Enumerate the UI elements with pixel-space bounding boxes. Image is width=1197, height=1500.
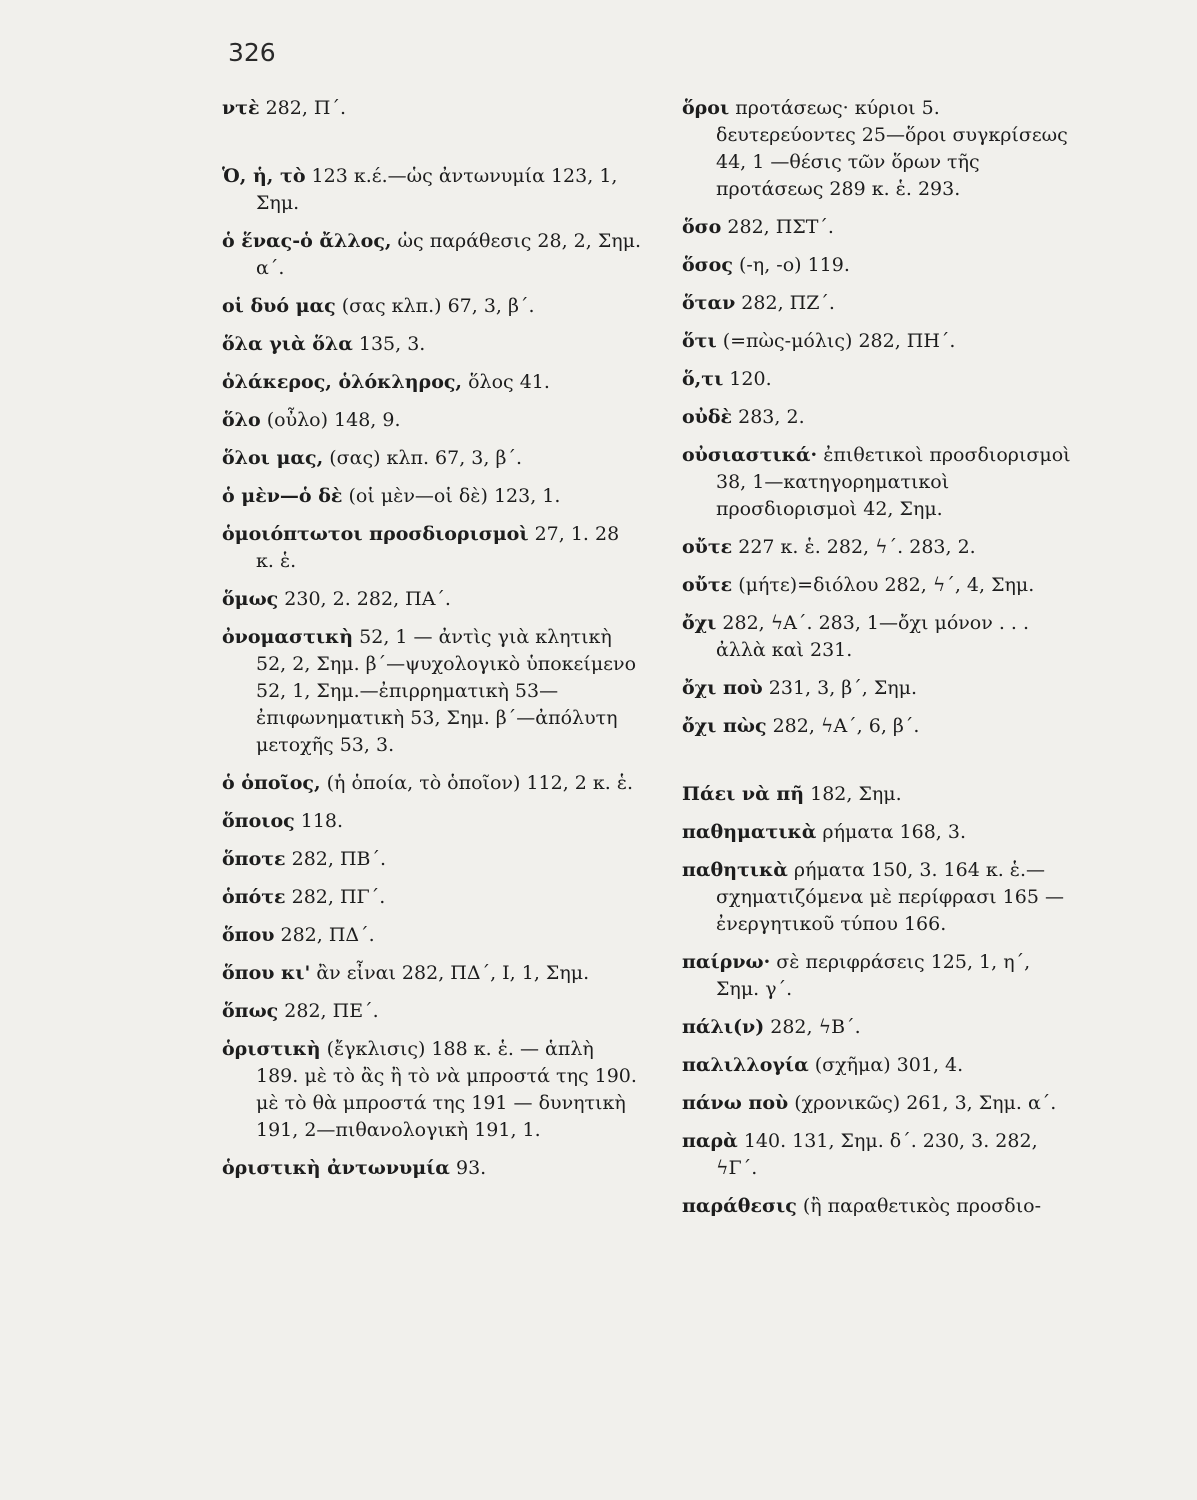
index-headword: παθηματικὰ bbox=[682, 821, 817, 843]
index-headword: ὁ μὲν—ὁ δὲ bbox=[222, 485, 343, 507]
index-entry bbox=[222, 293, 642, 320]
index-references: 282, ΠΣΤ΄. bbox=[721, 216, 834, 238]
index-headword: πάνω ποὺ bbox=[682, 1092, 789, 1114]
index-entry bbox=[682, 1090, 1077, 1117]
index-references: 182, Σημ. bbox=[804, 783, 902, 805]
index-entry bbox=[682, 290, 1077, 317]
index-headword: ὅλοι μας, bbox=[222, 447, 324, 469]
index-headword: ὅταν bbox=[682, 292, 736, 314]
index-references: 283, 2. bbox=[732, 406, 805, 428]
index-headword: ὁλάκερος, ὁλόκληρος, bbox=[222, 371, 463, 393]
index-headword: ὅμως bbox=[222, 588, 279, 610]
index-references: 120. bbox=[723, 368, 772, 390]
index-references: 52, 1 — ἀντὶς γιὰ κλητικὴ 52, 2, Σημ. β΄—ψυχολογικὸ ὑποκείμενο 52, 1, Σημ.—ἐπιρρηματικὴ 53—ἐπιφωνηματικὴ 53, Σημ. β΄—ἀπόλυτη μετοχῆς 53, 3. bbox=[256, 626, 637, 756]
index-entry bbox=[222, 521, 642, 575]
index-entry bbox=[682, 366, 1077, 393]
index-headword: πάλι(ν) bbox=[682, 1016, 765, 1038]
index-references: ἐπιθετικοὶ προσδιορισμοὶ 38, 1—κατηγορηματικοὶ προσδιορισμοὶ 42, Σημ. bbox=[716, 444, 1071, 520]
index-entry bbox=[682, 1193, 1077, 1220]
index-headword: ὅποτε bbox=[222, 848, 286, 870]
index-entry bbox=[222, 846, 642, 873]
index-column-left bbox=[222, 95, 642, 1193]
index-entry bbox=[222, 163, 642, 217]
index-headword: ὄχι ποὺ bbox=[682, 677, 763, 699]
index-headword: ὅσο bbox=[682, 216, 722, 238]
index-headword: ὁπότε bbox=[222, 886, 286, 908]
index-headword: ὅπως bbox=[222, 1000, 279, 1022]
index-references: 282, ΠΓ΄. bbox=[285, 886, 386, 908]
index-headword: ὄχι bbox=[682, 612, 717, 634]
index-entry bbox=[222, 483, 642, 510]
index-references: 123 κ.έ.—ὡς ἀντωνυμία 123, 1, Σημ. bbox=[256, 165, 618, 214]
index-headword: ὅλα γιὰ ὅλα bbox=[222, 333, 353, 355]
index-entry bbox=[222, 624, 642, 759]
index-entry bbox=[682, 1052, 1077, 1079]
index-headword: παθητικὰ bbox=[682, 859, 788, 881]
index-references: (χρονικῶς) 261, 3, Σημ. α΄. bbox=[788, 1092, 1057, 1114]
index-references: ρήματα 150, 3. 164 κ. ἑ.—σχηματιζόμενα μὲ περίφρασι 165 —ἐνεργητικοῦ τύπου 166. bbox=[716, 859, 1064, 935]
index-headword: ὁριστικὴ ἀντωνυμία bbox=[222, 1157, 450, 1179]
index-references: 227 κ. ἑ. 282, ϟ΄. 283, 2. bbox=[732, 536, 976, 558]
index-entry bbox=[682, 95, 1077, 203]
index-references: 27, 1. 28 κ. ἑ. bbox=[256, 523, 620, 572]
index-headword: παλιλλογία bbox=[682, 1054, 809, 1076]
index-headword: ὅροι bbox=[682, 97, 730, 119]
index-headword: ὁμοιόπτωτοι προσδιορισμοὶ bbox=[222, 523, 529, 545]
index-references: ὅλος 41. bbox=[462, 371, 550, 393]
index-references: (σας κλπ.) 67, 3, β΄. bbox=[335, 295, 535, 317]
index-entry bbox=[682, 610, 1077, 664]
index-headword: ὄχι πὼς bbox=[682, 715, 767, 737]
index-headword: ὁ ἕνας-ὁ ἄλλος, bbox=[222, 230, 392, 252]
index-entry bbox=[222, 1155, 642, 1182]
index-headword: ὅπου κι' bbox=[222, 962, 311, 984]
index-entry bbox=[222, 884, 642, 911]
index-references: 230, 2. 282, ΠΑ΄. bbox=[278, 588, 451, 610]
index-references: 282, ΠΒ΄. bbox=[285, 848, 387, 870]
index-headword: ὅτι bbox=[682, 330, 717, 352]
index-references: 282, Π΄. bbox=[259, 97, 347, 119]
index-entry bbox=[682, 442, 1077, 523]
index-entry bbox=[222, 586, 642, 613]
index-references: 282, ΠΖ΄. bbox=[735, 292, 835, 314]
index-headword: ὀνομαστικὴ bbox=[222, 626, 354, 648]
index-entry bbox=[222, 960, 642, 987]
index-headword: ντὲ bbox=[222, 97, 260, 119]
index-headword: Ὁ, ἡ, τὸ bbox=[222, 165, 306, 187]
index-references: 118. bbox=[294, 810, 344, 832]
index-entry bbox=[222, 808, 642, 835]
index-headword: ὁριστικὴ bbox=[222, 1038, 321, 1060]
index-references: (μήτε)=διόλου 282, ϟ΄, 4, Σημ. bbox=[732, 574, 1035, 596]
index-entry bbox=[682, 781, 1077, 808]
index-headword: Πάει νὰ πῆ bbox=[682, 783, 805, 805]
index-references: 93. bbox=[449, 1157, 487, 1179]
index-headword: παίρνω· bbox=[682, 951, 771, 973]
index-entry bbox=[682, 713, 1077, 740]
index-headword: οὔτε bbox=[682, 536, 733, 558]
index-entry bbox=[222, 369, 642, 396]
index-references: (ἔγκλισις) 188 κ. ἑ. — ἁπλὴ 189. μὲ τὸ ἂς ἢ τὸ νὰ μπροστά της 190. μὲ τὸ θὰ μπροστά της 191 — δυνητικὴ 191, 2—πιθανολογικὴ 191, 1. bbox=[256, 1038, 637, 1141]
index-entry bbox=[222, 407, 642, 434]
index-headword: ὅσος bbox=[682, 254, 733, 276]
section-gap bbox=[682, 751, 1077, 781]
index-references: (σχῆμα) 301, 4. bbox=[808, 1054, 964, 1076]
index-entry bbox=[222, 228, 642, 282]
index-references: ὡς παράθεσις 28, 2, Σημ. α΄. bbox=[256, 230, 642, 279]
index-references: προτάσεως· κύριοι 5. δευτερεύοντες 25—ὅροι συγκρίσεως 44, 1 —θέσις τῶν ὅρων τῆς προτάσεως 289 κ. ἑ. 293. bbox=[716, 97, 1068, 200]
index-entry bbox=[682, 328, 1077, 355]
index-entry bbox=[682, 949, 1077, 1003]
index-references: (ἢ παραθετικὸς προσδιο- bbox=[796, 1195, 1042, 1217]
index-entry bbox=[682, 572, 1077, 599]
index-headword: ὅπου bbox=[222, 924, 275, 946]
index-entry bbox=[682, 534, 1077, 561]
index-references: (=πὼς-μόλις) 282, ΠΗ΄. bbox=[716, 330, 956, 352]
index-references: 282, ΠΔ΄. bbox=[274, 924, 375, 946]
index-references: ἂν εἶναι 282, ΠΔ΄, Ι, 1, Σημ. bbox=[310, 962, 590, 984]
index-headword: ὅ,τι bbox=[682, 368, 724, 390]
index-references: 282, ϟΑ΄, 6, β΄. bbox=[766, 715, 920, 737]
index-references: 282, ΠΕ΄. bbox=[278, 1000, 379, 1022]
index-references: 282, ϟΒ΄. bbox=[764, 1016, 861, 1038]
index-entry bbox=[682, 1128, 1077, 1182]
page-number: 326 bbox=[228, 38, 276, 67]
index-entry bbox=[682, 1014, 1077, 1041]
index-headword: οἱ δυό μας bbox=[222, 295, 336, 317]
index-references: (ἡ ὁποία, τὸ ὁποῖον) 112, 2 κ. ἑ. bbox=[320, 772, 634, 794]
index-headword: οὔτε bbox=[682, 574, 733, 596]
index-references: 282, ϟΑ΄. 283, 1—ὄχι μόνον . . . ἀλλὰ καὶ 231. bbox=[716, 612, 1030, 661]
index-entry bbox=[222, 445, 642, 472]
index-entry bbox=[682, 819, 1077, 846]
index-references: 231, 3, β΄, Σημ. bbox=[762, 677, 918, 699]
index-references: (σας) κλπ. 67, 3, β΄. bbox=[323, 447, 522, 469]
index-entry bbox=[222, 998, 642, 1025]
index-headword: ὁ ὁποῖος, bbox=[222, 772, 321, 794]
index-entry bbox=[222, 922, 642, 949]
index-references: 135, 3. bbox=[352, 333, 426, 355]
index-entry bbox=[222, 331, 642, 358]
index-headword: παρὰ bbox=[682, 1130, 738, 1152]
index-column-right bbox=[682, 95, 1077, 1231]
index-headword: παράθεσις bbox=[682, 1195, 797, 1217]
index-entry bbox=[682, 252, 1077, 279]
index-references: ρήματα 168, 3. bbox=[816, 821, 967, 843]
index-references: (οὖλο) 148, 9. bbox=[260, 409, 401, 431]
index-references: 140. 131, Σημ. δ΄. 230, 3. 282, ϟΓ΄. bbox=[716, 1130, 1038, 1179]
index-headword: οὐσιαστικά· bbox=[682, 444, 818, 466]
index-references: (-η, -ο) 119. bbox=[732, 254, 850, 276]
index-headword: ὅλο bbox=[222, 409, 261, 431]
index-references: (οἱ μὲν—οἱ δὲ) 123, 1. bbox=[342, 485, 561, 507]
index-headword: οὐδὲ bbox=[682, 406, 733, 428]
index-entry bbox=[682, 404, 1077, 431]
index-entry bbox=[682, 214, 1077, 241]
index-entry bbox=[682, 857, 1077, 938]
index-entry bbox=[222, 95, 642, 122]
index-references: σὲ περιφράσεις 125, 1, η΄, Σημ. γ΄. bbox=[716, 951, 1031, 1000]
index-entry bbox=[682, 675, 1077, 702]
section-gap bbox=[222, 133, 642, 163]
index-headword: ὅποιος bbox=[222, 810, 295, 832]
index-entry bbox=[222, 1036, 642, 1144]
index-entry bbox=[222, 770, 642, 797]
